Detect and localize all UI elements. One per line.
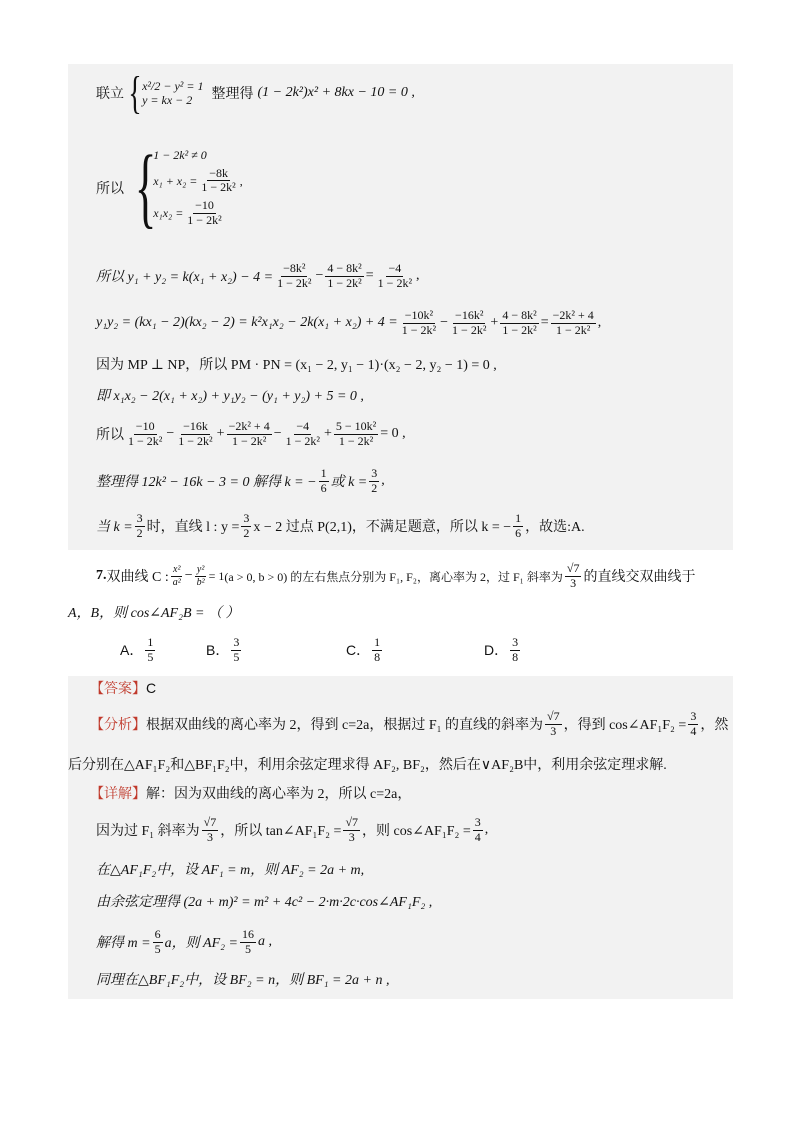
text: (a > 0, b > 0) 的左右焦点分别为 F₁, F₂，离心率为 2，过 F₁ 斜率为 <box>224 569 563 584</box>
text: 或 k = <box>330 475 368 490</box>
text: 1 − 2k² ≠ 0 <box>153 148 207 163</box>
fraction <box>450 309 488 338</box>
equation: y₁y₂ = (kx₁ − 2)(kx₂ − 2) = k²x₁x₂ − 2k(x₁ + x₂) + 4 = <box>96 315 398 330</box>
text: ，然 <box>700 718 729 733</box>
fraction <box>135 512 145 541</box>
denominator: 1 − 2k² <box>201 180 236 195</box>
text: 所以 <box>96 182 124 197</box>
text: 同理在△BF₁F₂中，设 BF₂ = n，则 BF₁ = 2a + n , <box>96 973 390 988</box>
equation-system <box>153 148 243 228</box>
numerator: 1 <box>515 510 522 525</box>
denominator: 1 − 2k² <box>555 322 591 337</box>
numerator: 4 − 8k² <box>327 260 362 275</box>
text: a , <box>257 934 272 949</box>
equation: 即 x₁x₂ − 2(x₁ + x₂) + y₁y₂ − (y₁ + y₂) + 5 = 0 , <box>96 389 364 404</box>
numerator: 6 <box>154 926 161 941</box>
denominator: 1 − 2k² <box>277 275 312 290</box>
fraction <box>500 309 538 338</box>
denominator: 2 <box>371 480 378 495</box>
fraction <box>319 467 329 496</box>
text: y = kx − 2 <box>142 93 193 107</box>
numerator: 3 <box>243 510 250 525</box>
fraction <box>176 420 214 449</box>
denominator: 4 <box>474 829 481 844</box>
denominator: 1 − 2k² <box>452 322 487 337</box>
denominator: 1 − 2k² <box>178 433 213 448</box>
perpendicular-line <box>96 352 497 376</box>
question-number: 7. <box>96 568 107 583</box>
answer-value: C <box>146 680 157 696</box>
option-b[interactable] <box>206 632 243 668</box>
option-d[interactable] <box>484 632 522 668</box>
equation: (1 − 2k²)x² + 8kx − 10 = 0 , <box>257 85 415 100</box>
denominator: 1 − 2k² <box>377 275 413 290</box>
numerator: 3 <box>233 634 240 649</box>
denominator: 5 <box>244 941 251 956</box>
answer-line <box>90 678 156 698</box>
numerator: 3 <box>474 814 481 829</box>
denominator: 8 <box>374 649 381 664</box>
denominator: 3 <box>570 575 577 590</box>
fraction <box>688 710 698 739</box>
fraction <box>551 309 596 338</box>
fraction <box>343 816 360 845</box>
denominator: 1 − 2k² <box>401 322 437 337</box>
text: 解：因为双曲线的离心率为 2，所以 c=2a， <box>146 787 412 802</box>
text: x₁x₂ = <box>153 206 184 221</box>
system-row <box>142 93 203 107</box>
denominator: 6 <box>320 480 327 495</box>
denominator: b² <box>196 576 205 588</box>
fraction <box>195 564 207 588</box>
text: 当 k = <box>96 520 133 535</box>
answer-tag: 【答案】 <box>90 682 146 697</box>
denominator: 5 <box>233 649 240 664</box>
fraction <box>231 636 241 665</box>
fraction <box>510 636 520 665</box>
fraction <box>376 262 414 291</box>
numerator: 3 <box>371 465 378 480</box>
analysis-line-2 <box>68 752 667 776</box>
detail-line-2 <box>96 810 488 850</box>
equation: 所以 y₁ + y₂ = k(x₁ + x₂) − 4 = <box>96 270 274 285</box>
conclusion-line <box>96 508 585 544</box>
fraction <box>185 199 223 228</box>
text: 在△AF₁F₂中，设 AF₁ = m，则 AF₂ = 2a + m, <box>96 863 365 878</box>
system-row <box>153 148 243 162</box>
numerator: √7 <box>566 560 580 575</box>
numerator: −4 <box>388 260 402 275</box>
system-line-1 <box>96 68 415 118</box>
numerator: √7 <box>547 708 560 723</box>
denominator: 1 − 2k² <box>231 433 267 448</box>
equation: 因为 MP ⊥ NP，所以 PM · PN = (x₁ − 2, y₁ − 1)·(x₂ − 2, y₂ − 1) = 0 , <box>96 358 497 373</box>
system-row <box>142 79 203 93</box>
numerator: x² <box>173 564 181 575</box>
text: 时，直线 l : y = <box>146 520 240 535</box>
system-row <box>153 199 243 228</box>
analysis-line-1 <box>90 704 728 744</box>
fraction <box>126 420 164 449</box>
fraction <box>372 636 382 665</box>
solve-k-line <box>96 463 385 499</box>
fraction <box>400 309 438 338</box>
numerator: 3 <box>690 708 697 723</box>
denominator: 8 <box>512 649 519 664</box>
fraction <box>171 564 183 588</box>
detail-line-1 <box>90 782 411 804</box>
left-brace-icon: { <box>134 138 157 237</box>
numerator: 3 <box>136 510 143 525</box>
denominator: a² <box>172 576 181 588</box>
denominator: 2 <box>136 525 143 540</box>
denominator: 5 <box>154 941 161 956</box>
question-7-line-1: 7. 双曲线 C : $\frac{\text{x²}}{\text{a²}}$ − $\frac{\text{y²}}{\text{b²}}$ = 1 (a > 0, b > 0) 的左右焦点分别为 F₁, F₂，离心率为 2，过 F₁ 斜率为 $\frac{√7}{3}$ 的直线交双曲线于 <box>96 560 696 590</box>
fraction <box>473 816 483 845</box>
fraction <box>145 636 155 665</box>
detail-line-4 <box>96 890 432 912</box>
detail-line-5 <box>96 924 272 960</box>
numerator: 3 <box>512 634 519 649</box>
denominator: 3 <box>206 829 213 844</box>
detail-tag: 【详解】 <box>90 787 146 802</box>
text: 联立 <box>96 87 124 102</box>
fraction <box>513 512 523 541</box>
text: A，B，则 cos∠AF₂B = （ ） <box>68 606 240 621</box>
numerator: y² <box>196 564 205 575</box>
text: x²/2 − y² = 1 <box>142 78 204 93</box>
fraction <box>153 928 163 957</box>
numerator: 4 − 8k² <box>502 307 537 322</box>
option-label: D． <box>484 642 509 658</box>
analysis-tag: 【分析】 <box>90 718 146 733</box>
fraction <box>240 928 256 957</box>
fraction <box>202 816 219 845</box>
numerator: −2k² + 4 <box>552 307 594 322</box>
numerator: 16 <box>241 926 254 941</box>
denominator: 3 <box>348 829 355 844</box>
numerator: √7 <box>203 814 217 829</box>
expand-line <box>96 383 364 407</box>
denominator: 2 <box>243 525 250 540</box>
fraction <box>241 512 251 541</box>
question-7-line-2 <box>68 600 239 624</box>
denominator: 4 <box>690 723 697 738</box>
text: 双曲线 C : <box>106 570 169 585</box>
product-y-line: y₁y₂ = (kx₁ − 2)(kx₂ − 2) = k²x₁x₂ − 2k(x₁ + x₂) + 4 = $\frac{\text{−10k²}}{\text{1 − 2k²}}$ − $\frac{\text{−16k²}}{\text{1 − 2k²}}$ + $\frac{\text{4 − 8k²}}{\text{1 − 2k²}}$ = $\frac{\text{−2k² + 4}}{\text{1 − 2k²}}$ , <box>96 307 602 337</box>
substitute-line: 所以 $\frac{-10}{\text{1 − 2k²}}$ − $\frac{-16k}{\text{1 − 2k²}}$ + $\frac{\text{−2k² + 4}}{\text{1 − 2k²}}$ − $\frac{-4}{\text{1 − 2k²}}$ + $\frac{\text{5 − 10k²}}{\text{1 − 2k²}}$ = 0 , <box>96 418 406 448</box>
fraction <box>284 420 322 449</box>
text: 的直线交双曲线于 <box>583 570 696 585</box>
numerator: 1 <box>320 465 327 480</box>
equation: 整理得 12k² − 16k − 3 = 0 解得 k = − <box>96 475 317 490</box>
numerator: 1 <box>374 634 381 649</box>
text: 因为过 F₁ 斜率为 <box>96 824 200 839</box>
option-label: A． <box>120 642 144 658</box>
numerator: −4 <box>296 418 310 433</box>
numerator: −2k² + 4 <box>228 418 270 433</box>
text: = 1 <box>208 568 225 583</box>
fraction <box>545 710 562 739</box>
text: 整理得 <box>211 87 254 102</box>
numerator: −8k <box>209 165 228 180</box>
denominator: 1 − 2k² <box>285 433 320 448</box>
sum-y-line: 所以 y₁ + y₂ = k(x₁ + x₂) − 4 = $\frac{\text{−8k²}}{\text{1 − 2k²}}$ − $\frac{\text{4 − 8k²}}{\text{1 − 2k²}}$ = $\frac{-4}{\text{1 − 2k²}}$ , <box>96 260 420 290</box>
detail-line-6 <box>96 968 389 990</box>
fraction <box>369 467 379 496</box>
text: ，得到 cos∠AF₁F₂ = <box>563 718 687 733</box>
text: a，则 AF₂ = <box>164 936 238 951</box>
fraction <box>227 420 272 449</box>
fraction <box>275 262 313 291</box>
text: , <box>484 822 489 837</box>
detail-line-3 <box>96 858 364 880</box>
denominator: 1 − 2k² <box>187 212 222 227</box>
fraction <box>334 420 378 449</box>
denominator: 3 <box>550 723 557 738</box>
equation-system <box>142 79 203 108</box>
denominator: 6 <box>515 525 522 540</box>
numerator: −10 <box>195 198 214 213</box>
option-c[interactable] <box>346 632 384 668</box>
text: 所以 <box>96 428 124 443</box>
numerator: −10k² <box>404 307 434 322</box>
option-a[interactable] <box>120 632 157 668</box>
text: x₁ + x₂ = <box>153 173 198 188</box>
option-label: C． <box>346 642 371 658</box>
text: , <box>381 473 385 488</box>
fraction <box>199 167 237 196</box>
denominator: 1 − 2k² <box>338 433 374 448</box>
text: 根据双曲线的离心率为 2，得到 c=2a，根据过 F₁ 的直线的斜率为 <box>146 718 543 733</box>
denominator: 1 − 2k² <box>128 433 163 448</box>
denominator: 1 − 2k² <box>502 322 537 337</box>
option-label: B． <box>206 642 230 658</box>
system-row: x₁ + x₂ = $\frac{-8k}{\text{1 − 2k²}}$ , <box>153 165 243 195</box>
text: ，所以 tan∠AF₁F₂ = <box>220 824 342 839</box>
numerator: −16k <box>183 418 208 433</box>
numerator: √7 <box>345 814 359 829</box>
left-brace-icon: { <box>128 67 142 118</box>
text: 后分别在△AF₁F₂和△BF₁F₂中，利用余弦定理求得 AF₂, BF₂，然后在∨AF₂B中，利用余弦定理求解. <box>68 758 667 773</box>
fraction <box>325 262 363 291</box>
text: 由余弦定理得 (2a + m)² = m² + 4c² − 2·m·2c·cos∠AF₁F₂ , <box>96 895 433 910</box>
numerator: −8k² <box>283 260 306 275</box>
numerator: 5 − 10k² <box>335 418 377 433</box>
text: x − 2 过点 P(2,1)，不满足题意，所以 k = − <box>253 520 512 535</box>
text: ，则 cos∠AF₁F₂ = <box>362 824 471 839</box>
numerator: −10 <box>135 418 155 433</box>
text: 解得 m = <box>96 936 151 951</box>
text: ，故选:A. <box>525 520 585 535</box>
fraction <box>565 562 582 591</box>
system-line-2 <box>96 130 243 246</box>
numerator: −16k² <box>455 307 484 322</box>
denominator: 1 − 2k² <box>327 275 362 290</box>
denominator: 5 <box>147 649 154 664</box>
numerator: 1 <box>147 634 154 649</box>
